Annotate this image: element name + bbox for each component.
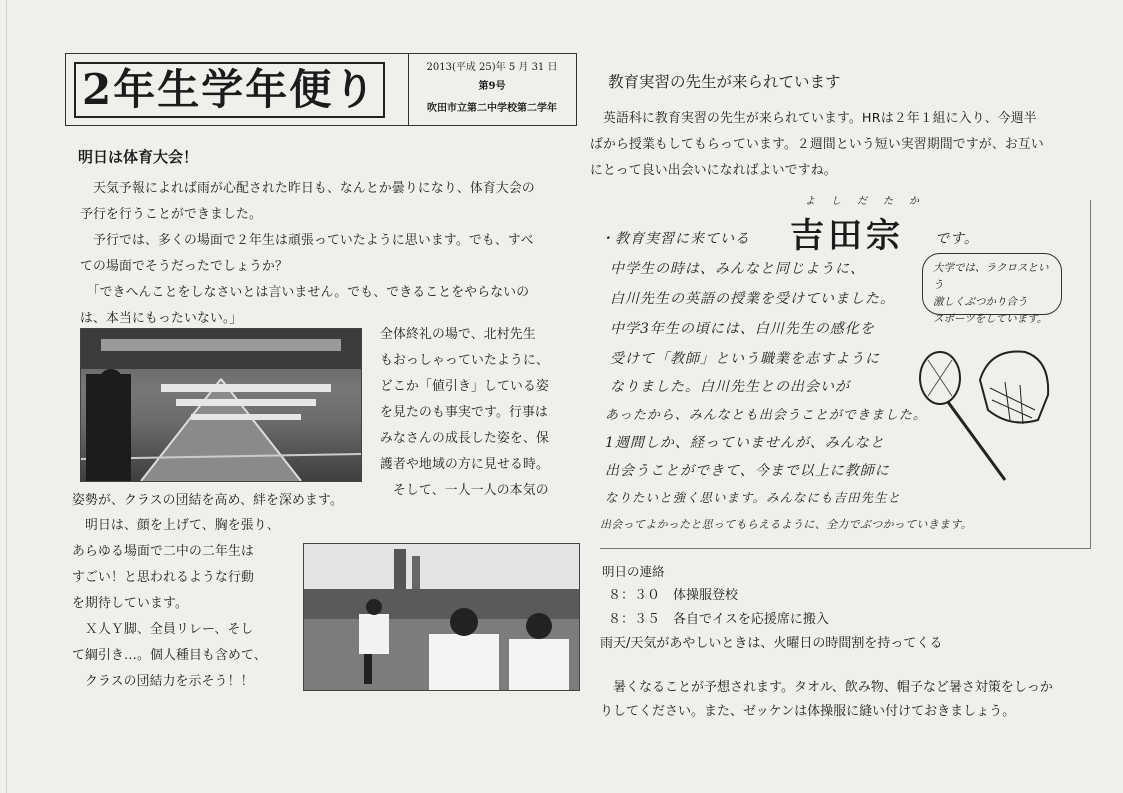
bubble-line: 激しくぶつかり合う: [933, 296, 1028, 308]
handwritten-line: なりたいと強く思います。みんなにも吉田先生と: [605, 490, 902, 505]
text-line: 姿勢が、クラスの団結を高め、絆を深めます。: [72, 493, 344, 508]
sports-day-intro: [80, 176, 580, 332]
rehearsal-photo: [80, 328, 362, 482]
text-line: 英語科に教育実習の先生が来られています。HRは２年１組に入り、今週半: [590, 111, 1037, 126]
text-line: Ｘ人Ｙ脚、全員リレー、そし: [72, 622, 254, 637]
text-line: て綱引き…。個人種目も含めて、: [72, 648, 267, 663]
text-line: ばから授業もしてもらっています。２週間という短い実習期間ですが、お互い: [590, 137, 1044, 152]
handwritten-line: 中学3年生の頃には、白川先生の感化を: [610, 321, 875, 337]
handwritten-line: 受けて「教師」という職業を志すように: [610, 351, 880, 367]
student-teacher-intro: [590, 106, 1090, 184]
teacher-name: 吉田宗: [790, 216, 904, 256]
field-photo: [303, 543, 580, 691]
text-line: すごい！と思われるような行動: [72, 570, 254, 585]
text-line: みなさんの成長した姿を、保: [380, 431, 549, 446]
lacrosse-stick-helmet-drawing: [910, 340, 1060, 490]
handwritten-intro: ・教育実習に来ている: [600, 231, 750, 247]
handwritten-line: 中学生の時は、みんなと同じように、: [610, 261, 865, 277]
issue-date: 2013(平成 25)年 5 月 31 日: [426, 62, 558, 73]
issue-number: 第9号: [478, 81, 506, 92]
bubble-line: スポーツをしています。: [933, 313, 1048, 325]
text-line: そして、一人一人の本気の: [380, 483, 549, 498]
text-line: を期待しています。: [72, 596, 188, 611]
text-line: 「できへんことをしなさいとは言いません。でも、できることをやらないの: [80, 285, 530, 300]
text-line: 天気予報によれば雨が心配された昨日も、なんとか曇りになり、体育大会の: [80, 181, 535, 196]
text-line: 予行を行うことができました。: [80, 207, 262, 222]
bubble-line: 大学では、ラクロスという: [933, 262, 1049, 291]
text-line: にとって良い出会いになればよいですね。: [590, 163, 837, 178]
text-line: 明日は、顔を上げて、胸を張り、: [72, 518, 280, 533]
text-line: もおっしゃっていたように、: [380, 353, 549, 368]
text-line: りしてください。また、ゼッケンは体操服に縫い付けておきましょう。: [600, 704, 1016, 719]
text-line: は、本当にもったいない。」: [80, 311, 243, 326]
schedule-item: ８：３５ 各自でイスを応援席に搬入: [608, 612, 829, 627]
text-line: どこか「値引き」している姿: [380, 379, 549, 394]
speech-bubble: [922, 253, 1062, 325]
issue-info: [408, 54, 575, 125]
name-suffix: です。: [935, 231, 979, 247]
school-name: 吹田市立第二中学校第二学年: [427, 103, 557, 114]
title-box: [65, 53, 577, 126]
notice-heading: 明日の連絡: [602, 564, 665, 579]
text-line: ての場面でそうだったでしょうか？: [80, 259, 288, 274]
handwritten-line: 出会ってよかったと思ってもらえるように、全力でぶつかっていきます。: [600, 518, 973, 531]
handwritten-message: [600, 196, 1091, 549]
sports-day-line: [72, 488, 582, 514]
sports-day-heading: 明日は体育大会！: [78, 148, 199, 166]
schedule-item: ８：３０ 体操服登校: [608, 588, 739, 603]
tomorrow-notice: [600, 560, 1053, 724]
text-line: を見たのも事実です。行事は: [380, 405, 548, 420]
page-title: 2年生学年便り: [74, 62, 385, 118]
rehearsal-photo-art: [81, 329, 361, 481]
sports-day-body: [380, 322, 580, 504]
sports-day-closing: [72, 513, 297, 695]
text-line: あらゆる場面で二中の二年生は: [72, 544, 254, 559]
text-line: 全体終礼の場で、北村先生: [380, 327, 536, 342]
text-line: 予行では、多くの場面で２年生は頑張っていたように思います。でも、すべ: [80, 233, 534, 248]
name-furigana: よしだたか: [805, 196, 935, 207]
text-line: クラスの団結力を示そう！！: [72, 674, 254, 689]
handwritten-line: 1週間しか、経っていませんが、みんなと: [605, 435, 885, 451]
handwritten-line: 出会うことができて、今まで以上に教師に: [605, 463, 890, 479]
student-teacher-heading: 教育実習の先生が来られています: [608, 73, 841, 91]
text-line: 護者や地域の方に見せる時。: [380, 457, 549, 472]
handwritten-line: 白川先生の英語の授業を受けていました。: [610, 291, 895, 307]
text-line: 暑くなることが予想されます。タオル、飲み物、帽子など暑さ対策をしっか: [600, 680, 1053, 695]
handwritten-line: なりました。白川先生との出会いが: [610, 379, 850, 395]
field-photo-art: [304, 544, 579, 690]
handwritten-line: あったから、みんなとも出会うことができました。: [605, 408, 927, 423]
rain-notice: 雨天/天気があやしいときは、火曜日の時間割を持ってくる: [600, 636, 943, 651]
